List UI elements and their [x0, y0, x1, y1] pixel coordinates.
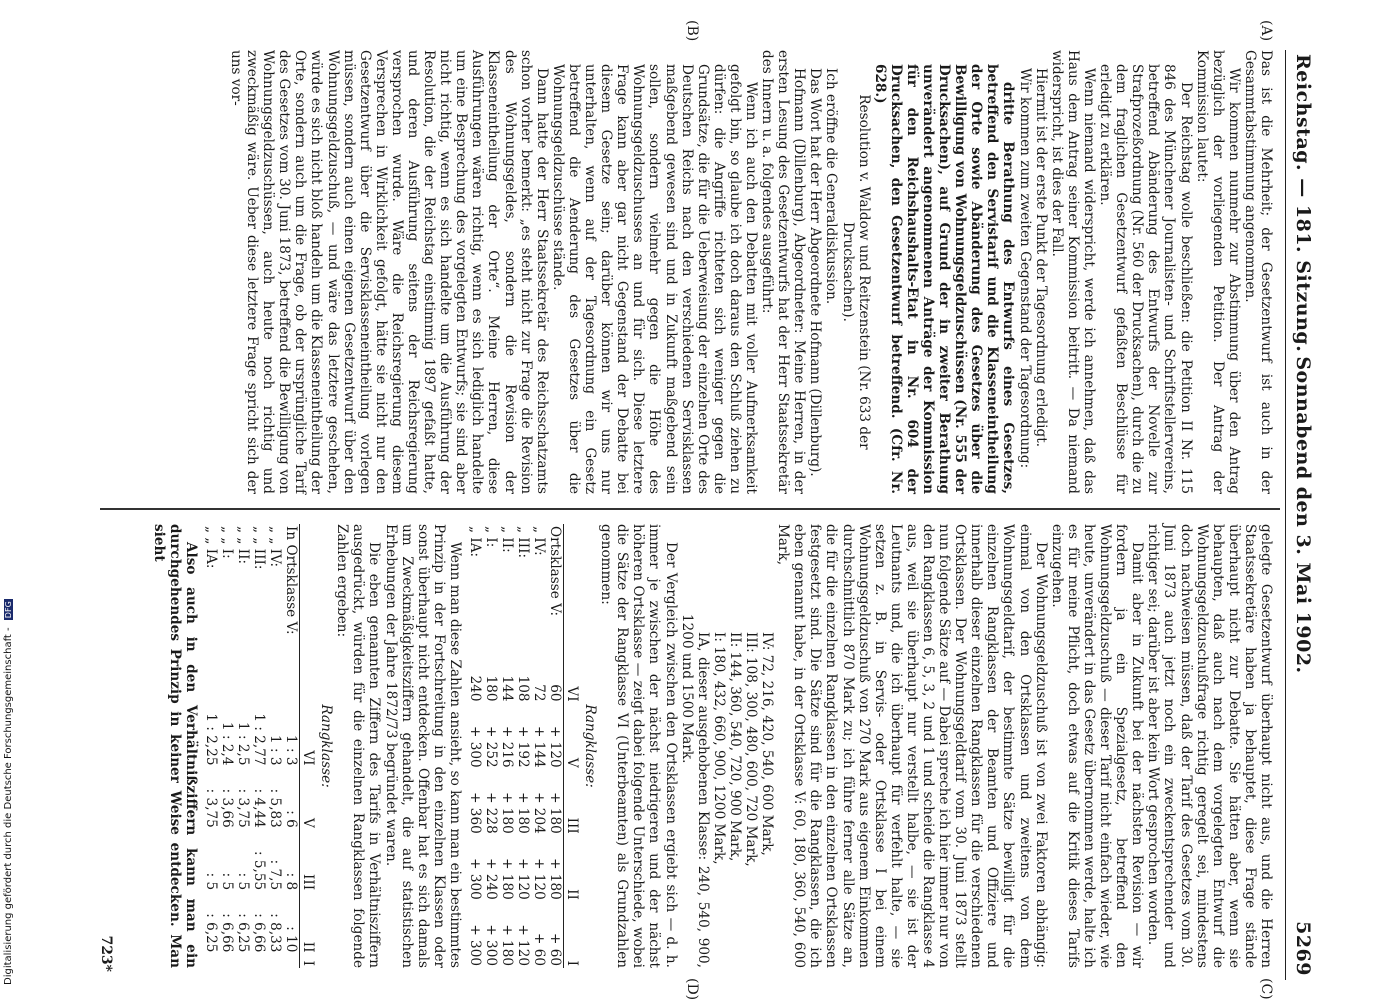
- table-cell: + 204: [530, 792, 547, 834]
- table-cell: + 60: [546, 932, 563, 966]
- table-cell: + 228: [482, 792, 499, 834]
- paragraph: Das Wort hat der Herr Abgeordnete Hofmann (Dillenburg).: [807, 68, 824, 477]
- table-cell: + 192: [514, 725, 531, 768]
- table-header: I: [300, 954, 317, 968]
- table-cell: : 5,83: [267, 788, 284, 828]
- rotated-page-content: [90, 20, 1320, 1000]
- table-cell: [283, 954, 300, 968]
- table-header: III: [563, 770, 580, 836]
- table-cell: [267, 954, 283, 968]
- table-cell: „ IV:: [530, 526, 547, 556]
- table-cell: [203, 954, 219, 968]
- tariff-line: IV: 72, 216, 420, 540, 600 Mark,: [759, 632, 776, 856]
- table-row: [219, 524, 235, 968]
- table2-title: Rangklasse:: [318, 704, 335, 788]
- margin-marker-c: (C): [1258, 978, 1274, 1000]
- table-cell: + 300: [466, 924, 483, 966]
- right-column: [151, 524, 1274, 968]
- signature-mark: 723*: [98, 935, 114, 972]
- table-cell: „ „ IA:: [203, 526, 220, 569]
- table-cell: : 4,44: [251, 788, 268, 828]
- paragraph: Die eben genannten Ziffern des Tarifs in Verhältnisziffern ausgedrückt, würden für die einzelnen Rangklassen folgende Zahlen ergeben:: [334, 524, 383, 968]
- paragraph: Das ist die Mehrheit; der Gesetzentwurf ist auch in der Gesammtabstimmung angenommen.: [1241, 50, 1274, 494]
- page-header: [1285, 50, 1320, 980]
- table-cell: : 6: [283, 810, 300, 828]
- table-cell: + 180: [514, 792, 531, 834]
- table-cell: Ortsklasse V:: [546, 526, 563, 617]
- table-row: [203, 524, 219, 968]
- tariff-line: IA, dieser ausgehobenen Klasse: 240, 540, 900, 1200 und 1500 Mark.: [678, 614, 711, 968]
- table-header: V: [563, 704, 580, 770]
- table-cell: : 5: [219, 872, 236, 891]
- table-cell: 60: [546, 684, 563, 702]
- table-cell: 72: [530, 684, 547, 702]
- paragraph: Hiermit ist der erste Punkt der Tagesordnung erledigt.: [1032, 68, 1049, 448]
- table-cell: : 6,25: [235, 913, 252, 953]
- table-cell: : 5,55: [251, 850, 268, 891]
- table-cell: 1 : 3: [267, 734, 284, 766]
- table-cell: „ I:: [482, 526, 499, 548]
- table-cell: „ „ III:: [251, 526, 268, 570]
- table-cell: „ „ I:: [219, 526, 236, 559]
- speaker-paragraph: Hofmann (Dillenburg), Abgeordneter: Meine Herren, in der ersten Lesung des Gesetzentwurfs hat der Herr Staatssekretär des Innern u. a. folgendes ausgeführt:: [759, 50, 808, 494]
- digitization-credit: [3, 599, 14, 985]
- table-cell: „ III:: [514, 526, 531, 559]
- table-cell: + 180: [546, 792, 563, 834]
- table-cell: 1 : 2,25: [203, 713, 220, 766]
- table-cell: + 180: [498, 924, 515, 966]
- left-column: [228, 50, 1274, 494]
- table-cell: : 6,66: [251, 913, 268, 953]
- credit-text: Digitalisierung gefördert durch die Deutsche Forschungsgemeinschaft -: [3, 624, 14, 985]
- table-cell: + 360: [466, 792, 483, 834]
- table-cell: „ „ IV:: [267, 526, 284, 568]
- paragraph: Der Reichstag wolle beschließen: die Petition II Nr. 115 846 des Münchener Journalisten- und Schriftstellervereins, betreffend Abänderung des Entwurfs der Novelle zur Strafprozeßordnung (Nr. 560 der Drucksachen), durch die zu dem fraglichen Gesetzentwurf gefaßten Beschlüsse für erledigt zu erklären.: [1097, 64, 1194, 494]
- header-left: Reichstag. — 181. Sitzung.: [1292, 54, 1314, 353]
- column-divider: [100, 508, 1280, 510]
- table-cell: + 180: [498, 858, 515, 900]
- table-cell: : 6,66: [219, 913, 236, 953]
- paragraph: Der Wohnungsgeldzuschuß ist von zwei Faktoren abhängig: einmal von den Ortsklassen und zweitens von dem Wohnungsgeldtarif, der bestimmte Sätze bewilligt für die einzelnen Rangklassen der Beamten und Offiziere und innerhalb dieser einzelnen Rangklassen für die verschiedenen Ortsklassen. Der Wohnungsgeldtarif vom 30. Juni 1873 stellt nun folgende Sätze auf — Dabei spreche ich hier immer nur von den Rangklassen 6, 5, 3, 2 und 1 und scheide die Rangklasse 4 aus, weil sie überhaupt nur verstellt halbe, — sie ist der Leutnants und, die ich überhaupt für verfehlt halte, — sie setzen z. B. in Servis- oder Ortsklasse I bei einem Wohnungsgeldzuschuß von 270 Mark aus eigenem Einkommen durchschnittlich 870 Mark zu; ich führe ferner alle Sätze an, die für die einzelnen Rangklassen in den einzelnen Ortsklassen festgesetzt sind. Die Sätze sind für die Rangklassen, die ich eben genannt habe, in der Ortsklasse V: 60, 180, 360, 540, 600 Mark,: [775, 524, 1049, 968]
- table-header: VI: [563, 660, 580, 703]
- table-cell: „ „ II:: [235, 526, 252, 565]
- table-cell: 1 : 2,77: [251, 713, 268, 766]
- resolution-note: Resolution v. Waldow und Reitzenstein (Nr. 633 der Drucksachen).: [839, 94, 872, 450]
- table-cell: + 216: [498, 725, 515, 768]
- table-header: II: [563, 836, 580, 902]
- tariff-line: II: 144, 360, 540, 720, 900 Mark,: [726, 632, 743, 862]
- table-cell: + 120: [514, 924, 531, 966]
- table-cell: + 120: [530, 858, 547, 900]
- table-header: III: [300, 830, 317, 892]
- table-header: VI: [300, 686, 317, 767]
- table-cell: [219, 954, 235, 968]
- table-header-row: [300, 524, 317, 968]
- table-cell: : 3,75: [235, 788, 252, 828]
- table-cell: + 120: [546, 725, 563, 768]
- paragraph: Der Vergleich zwischen den Ortsklassen ergiebt sich — d. h. immer je zwischen der nächst niedrigeren und der nächst höheren Ortsklasse — zeigt dabei folgende Unterschiede, wobei die Sätze der Rangklasse VI (Unterbeamten) als Grundzahlen genommen:: [598, 524, 679, 968]
- table-cell: : 5: [235, 872, 252, 891]
- difference-table: [467, 524, 580, 968]
- paragraph: gelegte Gesetzentwurf überhaupt nicht aus, und die Herren Staatssekretäre haben ja behauptet, diese Frage stände überhaupt nicht zur Debatte. Sie hätten aber, wenn sie behaupten, daß auch nach dem vorgelegten Entwurf die Wohnungsgeldzuschußfrage richtig geregelt sei, mindestens doch nachweisen müssen, daß der Tarif des Gesetzes vom 30. Juni 1873 auch jetzt noch ein zweckentsprechender und richtiger sei; darüber ist aber kein Wort gesprochen worden.: [1145, 524, 1274, 968]
- table-cell: + 180: [546, 858, 563, 900]
- paragraph: Dann hatte der Herr Staatssekretär des Reichsschatzamts schon vorher bemerkt: „es steht nicht zur Frage die Revision des Wohnungsgeldes, sondern die Revision der Klasseneintheilung der Orte“. Meine Herren, diese Ausführungen wären richtig, wenn es sich lediglich handelte um eine Besprechung des vorgelegten Entwurfs; sie sind aber nicht richtig, wenn es sich handelte um die Ausführung der Resolution, die der Reichstag einstimmig 1897 gefaßt hatte, und deren Ausführung seitens der Reichsregierung versprochen wurde. Wäre die Reichsregierung diesem Versprechen in Wirklichkeit gefolgt, hätte sie nicht nur den Gesetzentwurf über die Servisklasseneintheilung vorlegen müssen, sondern auch einen eigenen Gesetzentwurf über den Wohnungsgeldzuschuß, — und wäre das letztere geschehen, würde es sich nicht bloß handeln um die Klasseneintheilung der Orte, sondern auch um die Frage, ob der ursprüngliche Tarif des Gesetzes vom 30. Juni 1873, betreffend die Bewilligung von Wohnungsgeldzuschüssen, auch heute noch richtig und zweckmäßig wäre. Ueber diese letztere Frage spricht sich der uns vor-: [228, 50, 550, 494]
- table-header: II: [300, 892, 317, 954]
- table-cell: + 60: [530, 932, 547, 966]
- table-row: [531, 524, 547, 968]
- paragraph: Also auch in den Verhältnißziffern kann man ein durchgehendes Prinzip in keiner Weise entdecken. Man sieht: [150, 524, 200, 968]
- table-cell: + 144: [530, 725, 547, 768]
- table-cell: 108: [514, 675, 531, 702]
- table-cell: + 300: [466, 725, 483, 768]
- table-cell: : 10: [283, 926, 300, 953]
- table1-title: Rangklasse:: [582, 704, 599, 788]
- table-cell: : 8,33: [267, 913, 284, 953]
- margin-marker-d: (D): [684, 978, 700, 1000]
- table-row: [235, 524, 251, 968]
- dfg-logo: DFG: [4, 601, 13, 619]
- table-cell: „ II:: [498, 526, 515, 553]
- table-cell: 144: [498, 675, 515, 702]
- paragraph: Wir kommen zum zweiten Gegenstand der Tagesordnung:: [1016, 68, 1033, 469]
- table-cell: + 240: [482, 858, 499, 900]
- table-header-row: [563, 524, 580, 968]
- paragraph: Ich eröffne die Generaldiskussion.: [823, 68, 840, 305]
- tariff-line: III: 108, 300, 480, 600, 720 Mark,: [743, 632, 759, 867]
- table-row: [267, 524, 283, 968]
- table-cell: [235, 954, 251, 968]
- paragraph: Wenn man diese Zahlen ansieht, so kann man ein bestimmtes Prinzip in der Fortschreitung in den einzelnen Klassen oder sonst überhaupt nicht entdecken. Offenbar hat es sich damals um Zweckmäßigkeitsziffern gehandelt, die auf statistischen Erhebungen der Jahre 1872/73 begründet waren.: [382, 524, 463, 968]
- margin-marker-b: (B): [684, 20, 700, 42]
- table-cell: + 252: [482, 725, 499, 768]
- table-header: I: [563, 902, 580, 968]
- paragraph: Wenn niemand widerspricht, werde ich annehmen, daß das Haus dem Antrag seiner Kommission beitritt. — Da niemand widerspricht, ist dies der Fall.: [1048, 50, 1097, 494]
- table-cell: + 300: [482, 924, 499, 966]
- table-cell: : 7,5: [267, 859, 284, 891]
- table-cell: + 300: [466, 858, 483, 900]
- table-cell: 240: [466, 675, 483, 702]
- ratio-table: [203, 524, 316, 968]
- page-number: 5269: [1292, 921, 1314, 976]
- table-header: V: [300, 768, 317, 830]
- margin-marker-a: (A): [1258, 20, 1274, 42]
- table-cell: : 6,25: [203, 913, 220, 953]
- table-cell: 180: [482, 675, 499, 702]
- header-date: Sonnabend den 3. Mai 1902.: [1292, 356, 1314, 674]
- table-cell: 1 : 2,4: [219, 722, 236, 766]
- table-cell: + 180: [498, 792, 515, 834]
- table-header: [563, 524, 580, 660]
- table-cell: : 3,75: [203, 788, 220, 828]
- table-cell: In Ortsklasse V:: [283, 526, 300, 635]
- quotation: Wenn ich auch den Debatten mit voller Aufmerksamkeit gefolgt bin, so glaube ich doch daraus den Schluß ziehen zu dürfen: die Angriffe richteten sich weniger gegen die Grundsätze, die für die Ueberweisung der einzelnen Orte des Deutschen Reichs nach den verschiedenen Servisklassen maßgebend gewesen sind und in Zukunft maßgebend sein sollen, sondern vielmehr gegen die Höhe des Wohnungsgeldzuschusses an und für sich. Diese letztere Frage kann aber gar nicht Gegenstand der Debatte bei diesem Gesetze sein; darüber können wir uns nur unterhalten, wenn auf der Tagesordnung ein Gesetz betreffend die Aenderung des Gesetzes über die Wohnungsgeldzuschüsse stände.: [549, 64, 759, 494]
- table-row: [483, 524, 499, 968]
- paragraph: Wir kommen nunmehr zur Abstimmung über den Antrag bezüglich der vorliegenden Petition. Der Antrag der Kommission lautet:: [1193, 50, 1242, 494]
- tariff-line: I: 180, 432, 660, 900, 1200 Mark,: [710, 632, 727, 865]
- table-cell: : 8: [283, 872, 300, 891]
- table-cell: 1 : 2,5: [235, 722, 252, 766]
- agenda-item: dritte Berathung des Entwurfs eines Gesetzes, betreffend den Servistarif und die Klasseneintheilung der Orte sowie Abänderung des Gesetzes über die Bewilligung von Wohnungsgeldzuschüssen (Nr. 555 der Drucksachen), auf Grund der in zweiter Berathung unverändert angenommenen Anträge der Kommission für den Reichshaushalts-Etat in Nr. 604 der Drucksachen, den Gesetzentwurf betreffend. (Cfr. Nr. 628.): [871, 64, 1017, 494]
- table-row: [283, 524, 300, 968]
- table-cell: [251, 954, 267, 968]
- table-row: [499, 524, 515, 968]
- table-cell: 1 : 3: [283, 734, 300, 766]
- table-row: [547, 524, 564, 968]
- table-cell: + 120: [514, 858, 531, 900]
- table-cell: : 5: [203, 872, 220, 891]
- table-cell: „ IA:: [466, 526, 483, 558]
- table-cell: : 3,66: [219, 788, 236, 828]
- table-row: [251, 524, 267, 968]
- table-row: [515, 524, 531, 968]
- table-header: [300, 524, 317, 686]
- table-row: [467, 524, 483, 968]
- paragraph: Damit aber in Zukunft bei der nächsten Revision — wir fordern ja ein Spezialgesetz, betreffend den Wohnungsgeldzuschuß — dieser Tarif nicht einfach wieder, wie heute, unverändert in das Gesetz übernommen werde, halte ich es für meine Pflicht, doch etwas auf die Kritik dieses Tarifs einzugehen.: [1048, 524, 1146, 968]
